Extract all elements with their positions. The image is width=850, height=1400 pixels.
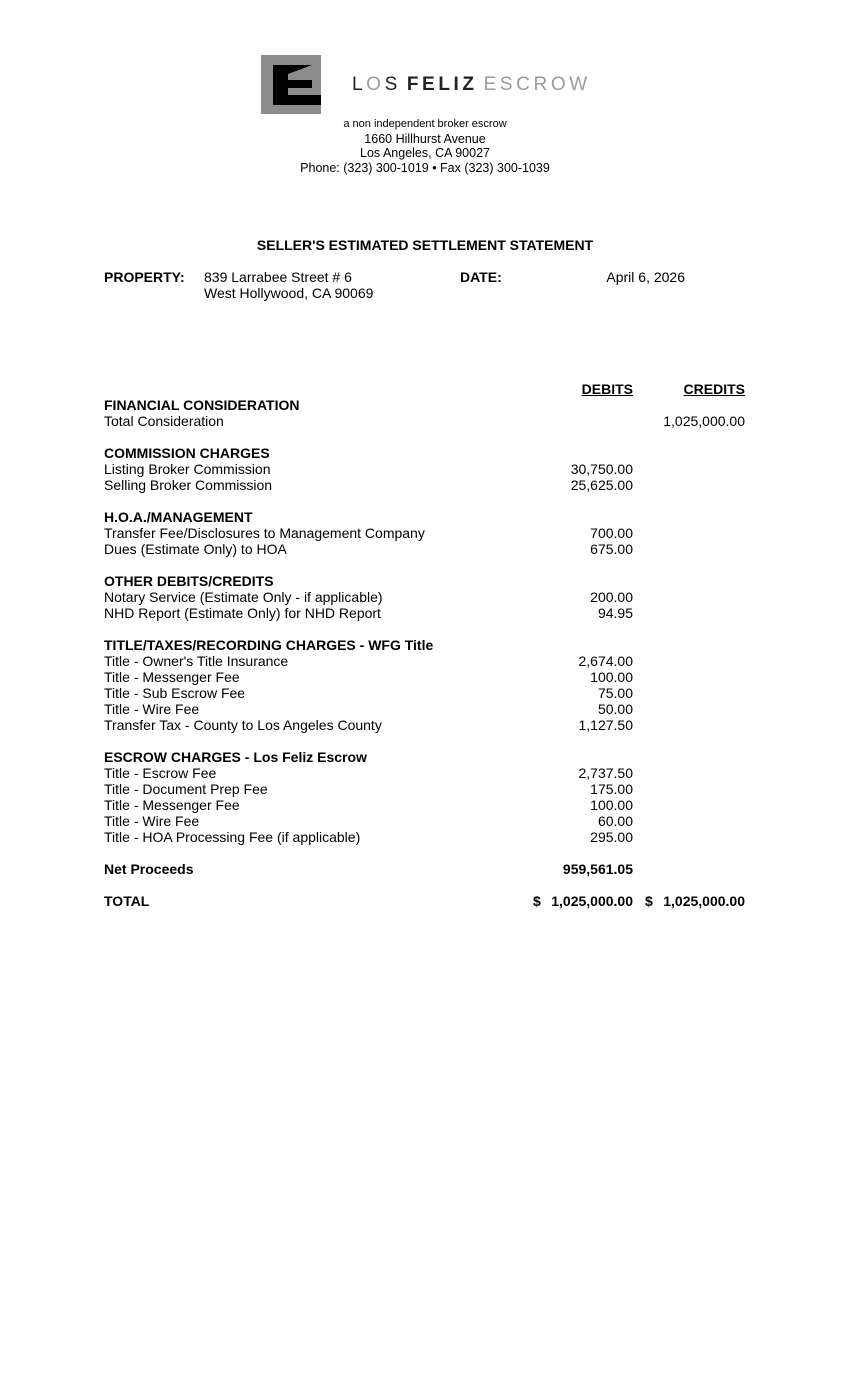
date-label: DATE:	[460, 269, 502, 285]
property-label: PROPERTY:	[104, 269, 185, 285]
ledger-row-label: Title - Escrow Fee	[104, 765, 217, 781]
section-spacer	[104, 557, 745, 573]
ledger-row-debit: 675.00	[590, 541, 633, 557]
section-heading	[104, 397, 745, 413]
section-heading-text: TITLE/TAXES/RECORDING CHARGES - WFG Title	[104, 637, 434, 653]
ledger-row-debit: 100.00	[590, 797, 633, 813]
section-spacer	[104, 845, 745, 861]
company-city: Los Angeles, CA 90027	[360, 146, 490, 160]
section-heading	[104, 749, 745, 765]
ledger-table	[104, 397, 745, 909]
property-address	[204, 269, 373, 301]
ledger-row-label: Dues (Estimate Only) to HOA	[104, 541, 287, 557]
section-heading-text: ESCROW CHARGES - Los Feliz Escrow	[104, 749, 367, 765]
section-heading-text: OTHER DEBITS/CREDITS	[104, 573, 274, 589]
ledger-row	[104, 605, 745, 621]
section-heading	[104, 445, 745, 461]
section-heading-text: FINANCIAL CONSIDERATION	[104, 397, 300, 413]
ledger-row	[104, 701, 745, 717]
ledger-row-label: Listing Broker Commission	[104, 461, 271, 477]
ledger-row-label: Title - Owner's Title Insurance	[104, 653, 289, 669]
ledger-row	[104, 413, 745, 429]
document-title: SELLER'S ESTIMATED SETTLEMENT STATEMENT	[256, 237, 594, 253]
ledger-row-debit: 60.00	[597, 813, 633, 829]
ledger-row-label: Title - Document Prep Fee	[104, 781, 268, 797]
ledger-row-debit: 30,750.00	[570, 461, 633, 477]
company-logo	[260, 54, 600, 116]
ledger-row	[104, 541, 745, 557]
total-credit-amount: 1,025,000.00	[663, 893, 745, 909]
ledger-row	[104, 477, 745, 493]
ledger-row-label: Title - Sub Escrow Fee	[104, 685, 246, 701]
section-spacer	[104, 429, 745, 445]
company-street: 1660 Hillhurst Avenue	[364, 131, 486, 146]
total-label: TOTAL	[104, 893, 150, 909]
ledger-row	[104, 669, 745, 685]
ledger-row-credit: 1,025,000.00	[663, 413, 745, 429]
net-proceeds-debit: 959,561.05	[562, 861, 633, 877]
ledger-row	[104, 765, 745, 781]
total-row	[104, 893, 745, 909]
ledger-row-debit: 2,737.50	[578, 765, 633, 781]
net-proceeds-row	[104, 861, 745, 877]
ledger-row	[104, 653, 745, 669]
net-proceeds-label: Net Proceeds	[104, 861, 194, 877]
total-debit-cell	[533, 893, 633, 909]
ledger-row	[104, 813, 745, 829]
stylized-e-logo-icon	[260, 54, 322, 116]
section-heading	[104, 637, 745, 653]
ledger-row	[104, 461, 745, 477]
property-address-line2: West Hollywood, CA 90069	[204, 285, 374, 301]
total-debit-currency: $	[533, 893, 541, 909]
company-wordmark: LOS FELIZ ESCROW	[352, 74, 591, 95]
ledger-row	[104, 685, 745, 701]
total-debit-amount: 1,025,000.00	[551, 893, 633, 909]
ledger-row-debit: 700.00	[590, 525, 633, 541]
ledger-row-debit: 75.00	[597, 685, 633, 701]
company-phone-fax: Phone: (323) 300-1019 • Fax (323) 300-1039	[300, 160, 550, 175]
ledger-row-debit: 175.00	[590, 781, 633, 797]
ledger-row	[104, 797, 745, 813]
ledger-row	[104, 829, 745, 845]
ledger-row-debit: 25,625.00	[570, 477, 633, 493]
ledger-row-label: Selling Broker Commission	[104, 477, 273, 493]
total-credit-cell	[645, 893, 745, 909]
total-credit-currency: $	[645, 893, 653, 909]
ledger-row-label: Title - Wire Fee	[104, 701, 200, 717]
section-spacer	[104, 733, 745, 749]
section-heading-text: H.O.A./MANAGEMENT	[104, 509, 253, 525]
ledger-row-debit: 200.00	[590, 589, 633, 605]
ledger-row-label: Title - Messenger Fee	[104, 797, 240, 813]
ledger-row-label: Transfer Fee/Disclosures to Management Company	[104, 525, 425, 541]
ledger-row-debit: 100.00	[590, 669, 633, 685]
ledger-row-label: Title - HOA Processing Fee (if applicable)	[104, 829, 361, 845]
section-spacer	[104, 493, 745, 509]
ledger-row-debit: 1,127.50	[578, 717, 633, 733]
section-heading	[104, 573, 745, 589]
ledger-row-label: Total Consideration	[104, 413, 224, 429]
ledger-row-label: Title - Wire Fee	[104, 813, 200, 829]
ledger-row	[104, 717, 745, 733]
section-heading	[104, 509, 745, 525]
section-spacer	[104, 621, 745, 637]
ledger-row	[104, 781, 745, 797]
section-spacer	[104, 877, 745, 893]
ledger-row-debit: 50.00	[597, 701, 633, 717]
section-heading-text: COMMISSION CHARGES	[104, 445, 270, 461]
ledger-row-label: Transfer Tax - County to Los Angeles County	[104, 717, 382, 733]
ledger-row-label: NHD Report (Estimate Only) for NHD Report	[104, 605, 381, 621]
company-address-block	[0, 117, 850, 175]
ledger-row-debit: 2,674.00	[578, 653, 633, 669]
date-value: April 6, 2026	[606, 269, 685, 285]
ledger-row-debit: 295.00	[590, 829, 633, 845]
credits-column-header: CREDITS	[683, 381, 745, 397]
property-address-line1: 839 Larrabee Street # 6	[204, 269, 352, 285]
debits-column-header: DEBITS	[581, 381, 633, 397]
ledger-row-label: Title - Messenger Fee	[104, 669, 240, 685]
ledger-row	[104, 525, 745, 541]
ledger-row	[104, 589, 745, 605]
ledger-row-debit: 94.95	[597, 605, 633, 621]
ledger-row-label: Notary Service (Estimate Only - if applicable)	[104, 589, 383, 605]
company-tagline: a non independent broker escrow	[343, 118, 507, 130]
